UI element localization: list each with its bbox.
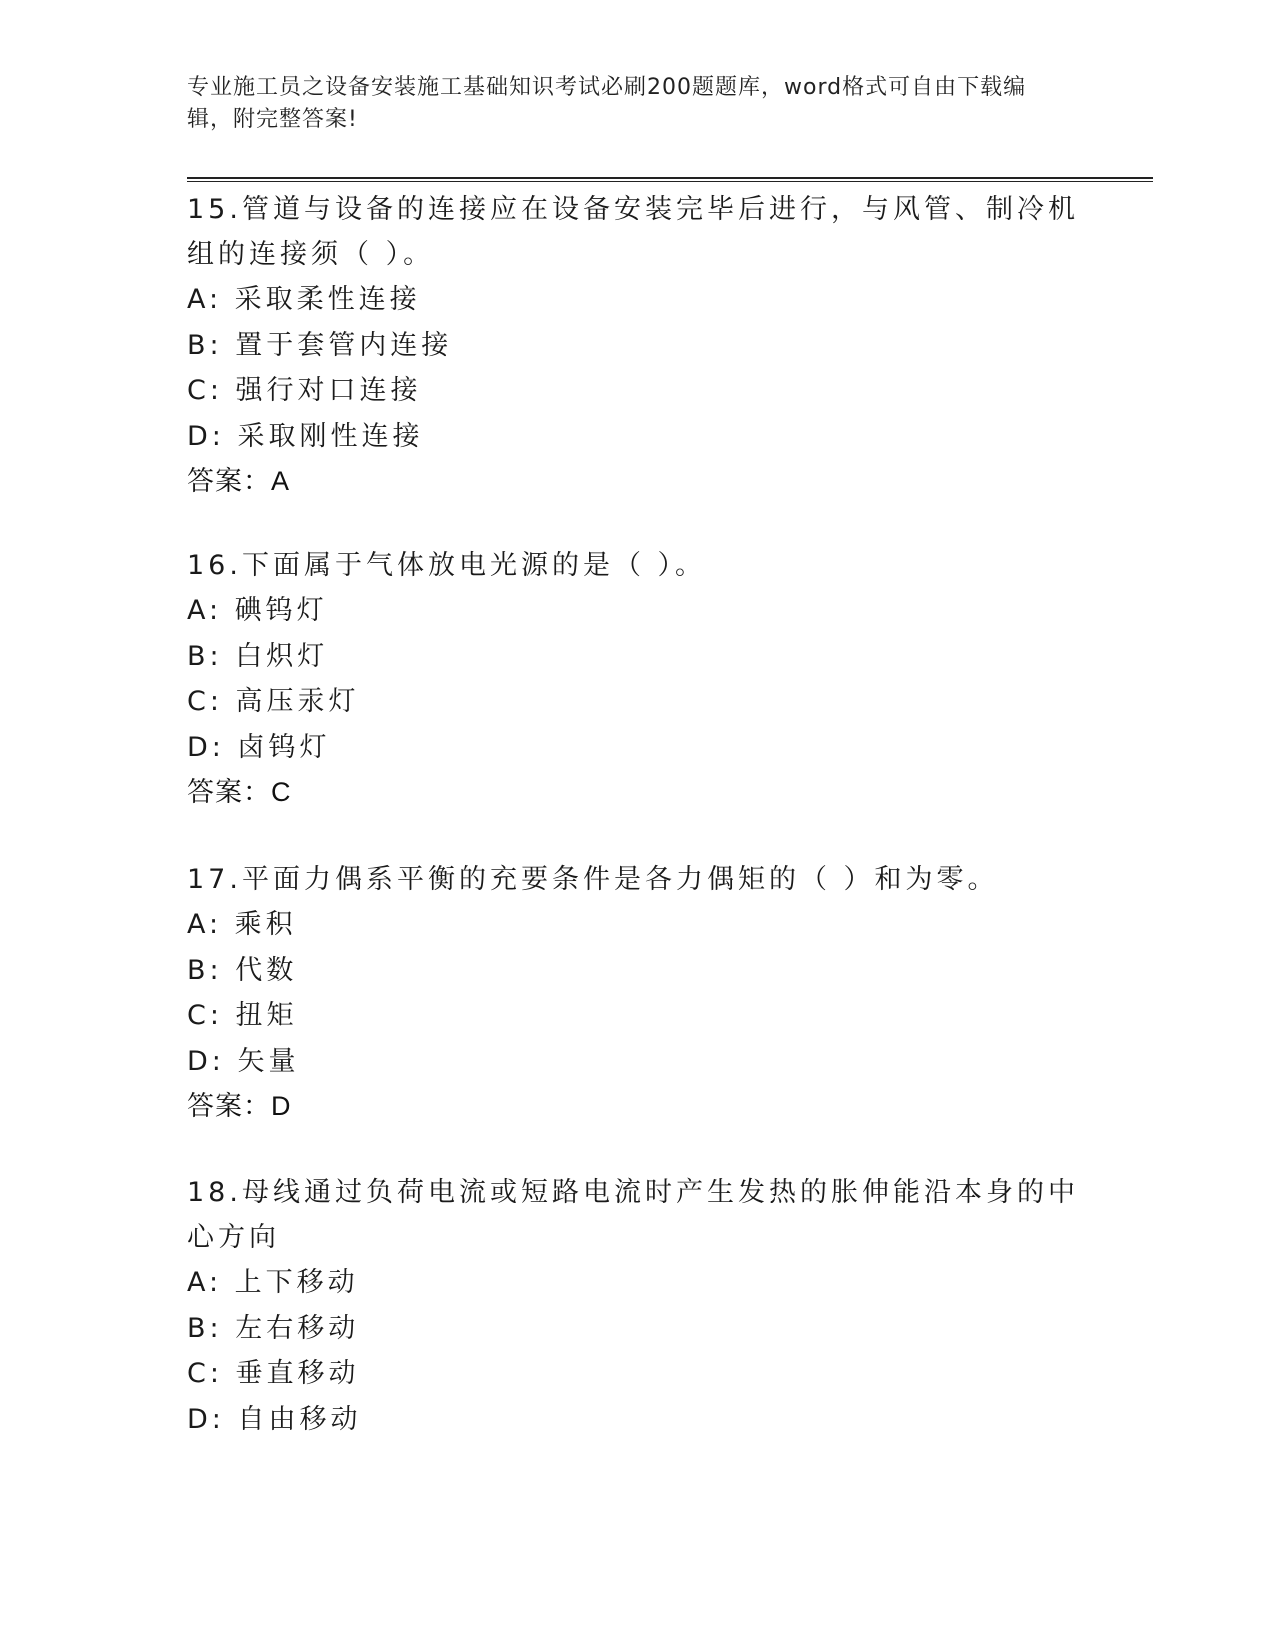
header-divider [187,177,1153,182]
document-header: 专业施工员之设备安装施工基础知识考试必刷200题题库，word格式可自由下载编辑，附完整答案! [187,75,1027,132]
answer-label: 答案：D [187,1091,292,1121]
question-18 [187,1170,1087,1442]
option-d: D: 矢量 [187,1045,300,1077]
option-b: B: 代数 [187,954,298,986]
option-c: C: 垂直移动 [187,1358,360,1389]
option-b: B: 左右移动 [187,1312,360,1344]
option-a: A: 上下移动 [187,1267,359,1298]
answer-label: 答案：C [187,777,292,807]
question-stem: 15.管道与设备的连接应在设备安装完毕后进行，与风管、制冷机组的连接须（ ）。 [187,194,1079,270]
option-d: D: 自由移动 [187,1403,362,1435]
question-stem: 16.下面属于气体放电光源的是（ ）。 [187,550,707,581]
option-c: C: 扭矩 [187,1000,298,1031]
question-16 [187,543,1087,815]
option-a: A: 碘钨灯 [187,595,328,626]
question-17 [187,857,1087,1129]
option-a: A: 乘积 [187,909,297,940]
question-stem: 18.母线通过负荷电流或短路电流时产生发热的胀伸能沿本身的中心方向 [187,1177,1079,1253]
option-b: B: 白炽灯 [187,640,329,672]
answer-label: 答案：A [187,466,291,496]
option-b: B: 置于套管内连接 [187,329,453,361]
option-a: A: 采取柔性连接 [187,284,421,315]
option-c: C: 强行对口连接 [187,375,422,406]
option-d: D: 采取刚性连接 [187,420,424,452]
option-d: D: 卤钨灯 [187,731,331,763]
option-c: C: 高压汞灯 [187,686,360,717]
question-15 [187,187,1087,504]
question-stem: 17.平面力偶系平衡的充要条件是各力偶矩的（ ）和为零。 [187,864,999,895]
